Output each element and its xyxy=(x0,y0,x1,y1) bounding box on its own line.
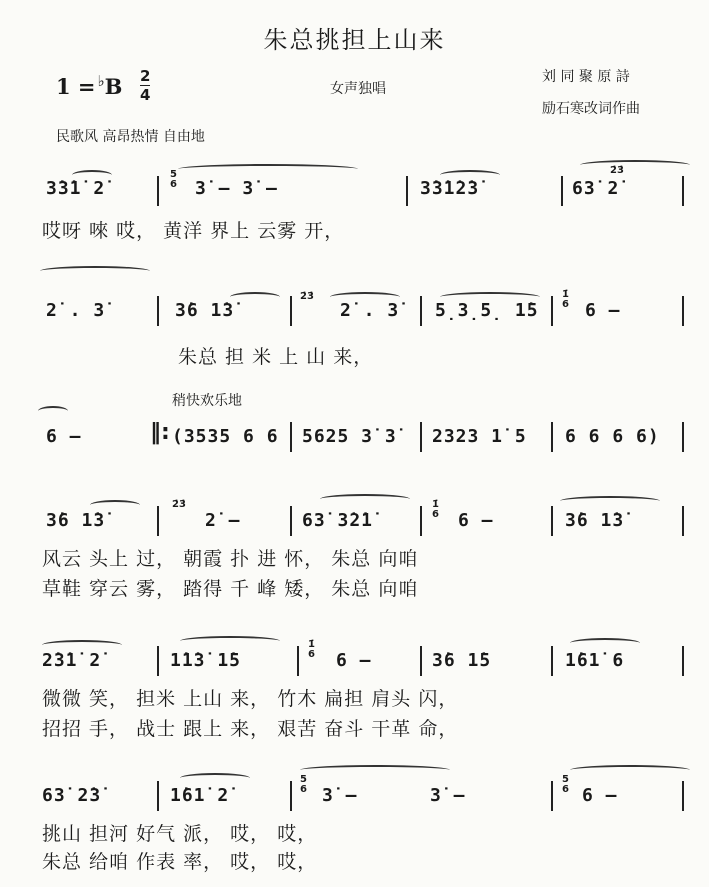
measure-notes: 3̇ – xyxy=(322,785,358,806)
time-bottom: 4 xyxy=(140,86,151,104)
measure-notes: 6 6 6 6) xyxy=(565,426,660,447)
measure-notes: 63̇ 3̇2̇1̇ xyxy=(302,510,374,531)
measure-notes: 2̇ . 3̇ xyxy=(340,300,400,321)
measure-notes: 6 – xyxy=(336,650,372,671)
flat-icon: ♭ xyxy=(97,72,105,90)
measure-notes: 6 – xyxy=(582,785,618,806)
measure-notes: 3̇6 1̇3̇ xyxy=(46,510,106,531)
tempo-marking: 稍快欢乐地 xyxy=(172,393,242,409)
measure-notes: 3̇6 1̇3̇ xyxy=(565,510,625,531)
staff-system-4: 3̇6 1̇3̇ 2̇3̇ 2̇ – 63̇ 3̇2̇1̇ 1̇ 6 6 – 3̇6 1̇3̇ 风云 头上 过， 朝霞 扑 进 怀， 朱总 向咱 草鞋 穿云 雾， 踏得 千 峰 矮， 朱总 向咱 xyxy=(0,500,709,610)
measure-notes: 2̇ – xyxy=(205,510,241,531)
voice-type: 女声独唱 xyxy=(330,81,386,97)
credit-lyrics: 刘 同 聚 原 詩 xyxy=(542,69,630,85)
measure-notes: 3̇3̇1̇2̇3̇ xyxy=(420,178,480,199)
lyrics-verse-1: 哎呀 唻 哎， 黄洋 界上 云雾 开， xyxy=(42,220,345,242)
staff-system-3: 6 – ‖: (3535 6 6 5625 3̇ 3̇ 2323 1̇ 5 6 6 6 6) xyxy=(0,418,709,468)
lyrics-verse-1: 微微 笑， 担米 上山 来， 竹木 扁担 肩头 闪， xyxy=(42,688,459,710)
lyrics-verse-2: 朱总 给咱 作表 率， 哎， 哎， xyxy=(42,851,318,873)
time-top: 2 xyxy=(140,67,151,85)
measure-notes: 6 – xyxy=(46,426,82,447)
time-signature xyxy=(140,68,150,103)
measure-notes: 63̇ 2̇ xyxy=(572,178,620,199)
measure-notes: 6 – xyxy=(458,510,494,531)
credit-composer: 励石寒改词作曲 xyxy=(542,101,640,117)
measure-notes: 2̇ . 3̇ xyxy=(46,300,106,321)
key-note: B xyxy=(104,74,123,99)
measure-notes: 2̇3̇1̇ 2̇ xyxy=(42,650,102,671)
measure-notes: 5̣3̣5̣ 1̇5 xyxy=(435,300,539,321)
measure-notes: 1̇1̇3̇ 1̇5 xyxy=(170,650,242,671)
lyrics-verse-2: 草鞋 穿云 雾， 踏得 千 峰 矮， 朱总 向咱 xyxy=(42,578,419,600)
lyrics-verse-1: 朱总 担 米 上 山 来， xyxy=(178,346,374,368)
staff-system-2: 2̇ . 3̇ 3̇6 1̇3̇ 2̇3̇ 2̇ . 3̇ 5̣3̣5̣ 1̇5 1̇ 6 6 – 朱总 担 米 上 山 来， xyxy=(0,290,709,370)
staff-system-1: 3̇3̇1̇ 2̇ 5 6 3̇ – 3̇ – 3̇3̇1̇2̇3̇ 63̇ 2̇ 2̇3̇ 哎呀 唻 哎， 黄洋 界上 云雾 开， xyxy=(0,170,709,250)
key-signature xyxy=(56,72,122,99)
measure-notes: (3535 6 6 xyxy=(172,426,279,447)
song-title: 朱总挑担上山来 xyxy=(263,26,446,54)
measure-notes: 63̇ 2̇3̇ xyxy=(42,785,102,806)
measure-notes: 1̇61̇ 6 xyxy=(565,650,625,671)
measure-notes: 1̇61̇ 2̇ xyxy=(170,785,230,806)
measure-notes: 3̇3̇1̇ 2̇ xyxy=(46,178,106,199)
staff-system-6: 63̇ 2̇3̇ 1̇61̇ 2̇ 5 6 3̇ – 3̇ – 5 6 6 – 挑山 担河 好气 派， 哎， 哎， 朱总 给咱 作表 率， 哎， 哎， xyxy=(0,775,709,885)
measure-notes: 6 – xyxy=(585,300,621,321)
measure-notes: 3̇ – 3̇ – xyxy=(195,178,278,199)
measure-notes: 3̇ – xyxy=(430,785,466,806)
expression-marking: 民歌风 高昂热情 自由地 xyxy=(56,129,205,145)
measure-notes: 3̇6 1̇5 xyxy=(432,650,492,671)
measure-notes: 5625 3̇ 3̇ xyxy=(302,426,397,447)
lyrics-verse-1: 风云 头上 过， 朝霞 扑 进 怀， 朱总 向咱 xyxy=(42,548,419,570)
key-prefix: 1 = xyxy=(56,74,96,99)
staff-system-5: 2̇3̇1̇ 2̇ 1̇1̇3̇ 1̇5 1̇ 6 6 – 3̇6 1̇5 1̇61̇ 6 微微 笑， 担米 上山 来， 竹木 扁担 肩头 闪， 招招 手， 战士 跟上 来， 艰苦 奋斗 干革 命， xyxy=(0,640,709,750)
lyrics-verse-1: 挑山 担河 好气 派， 哎， 哎， xyxy=(42,823,318,845)
measure-notes: 3̇6 1̇3̇ xyxy=(175,300,235,321)
lyrics-verse-2: 招招 手， 战士 跟上 来， 艰苦 奋斗 干革 命， xyxy=(42,718,459,740)
measure-notes: 2323 1̇ 5 xyxy=(432,426,527,447)
